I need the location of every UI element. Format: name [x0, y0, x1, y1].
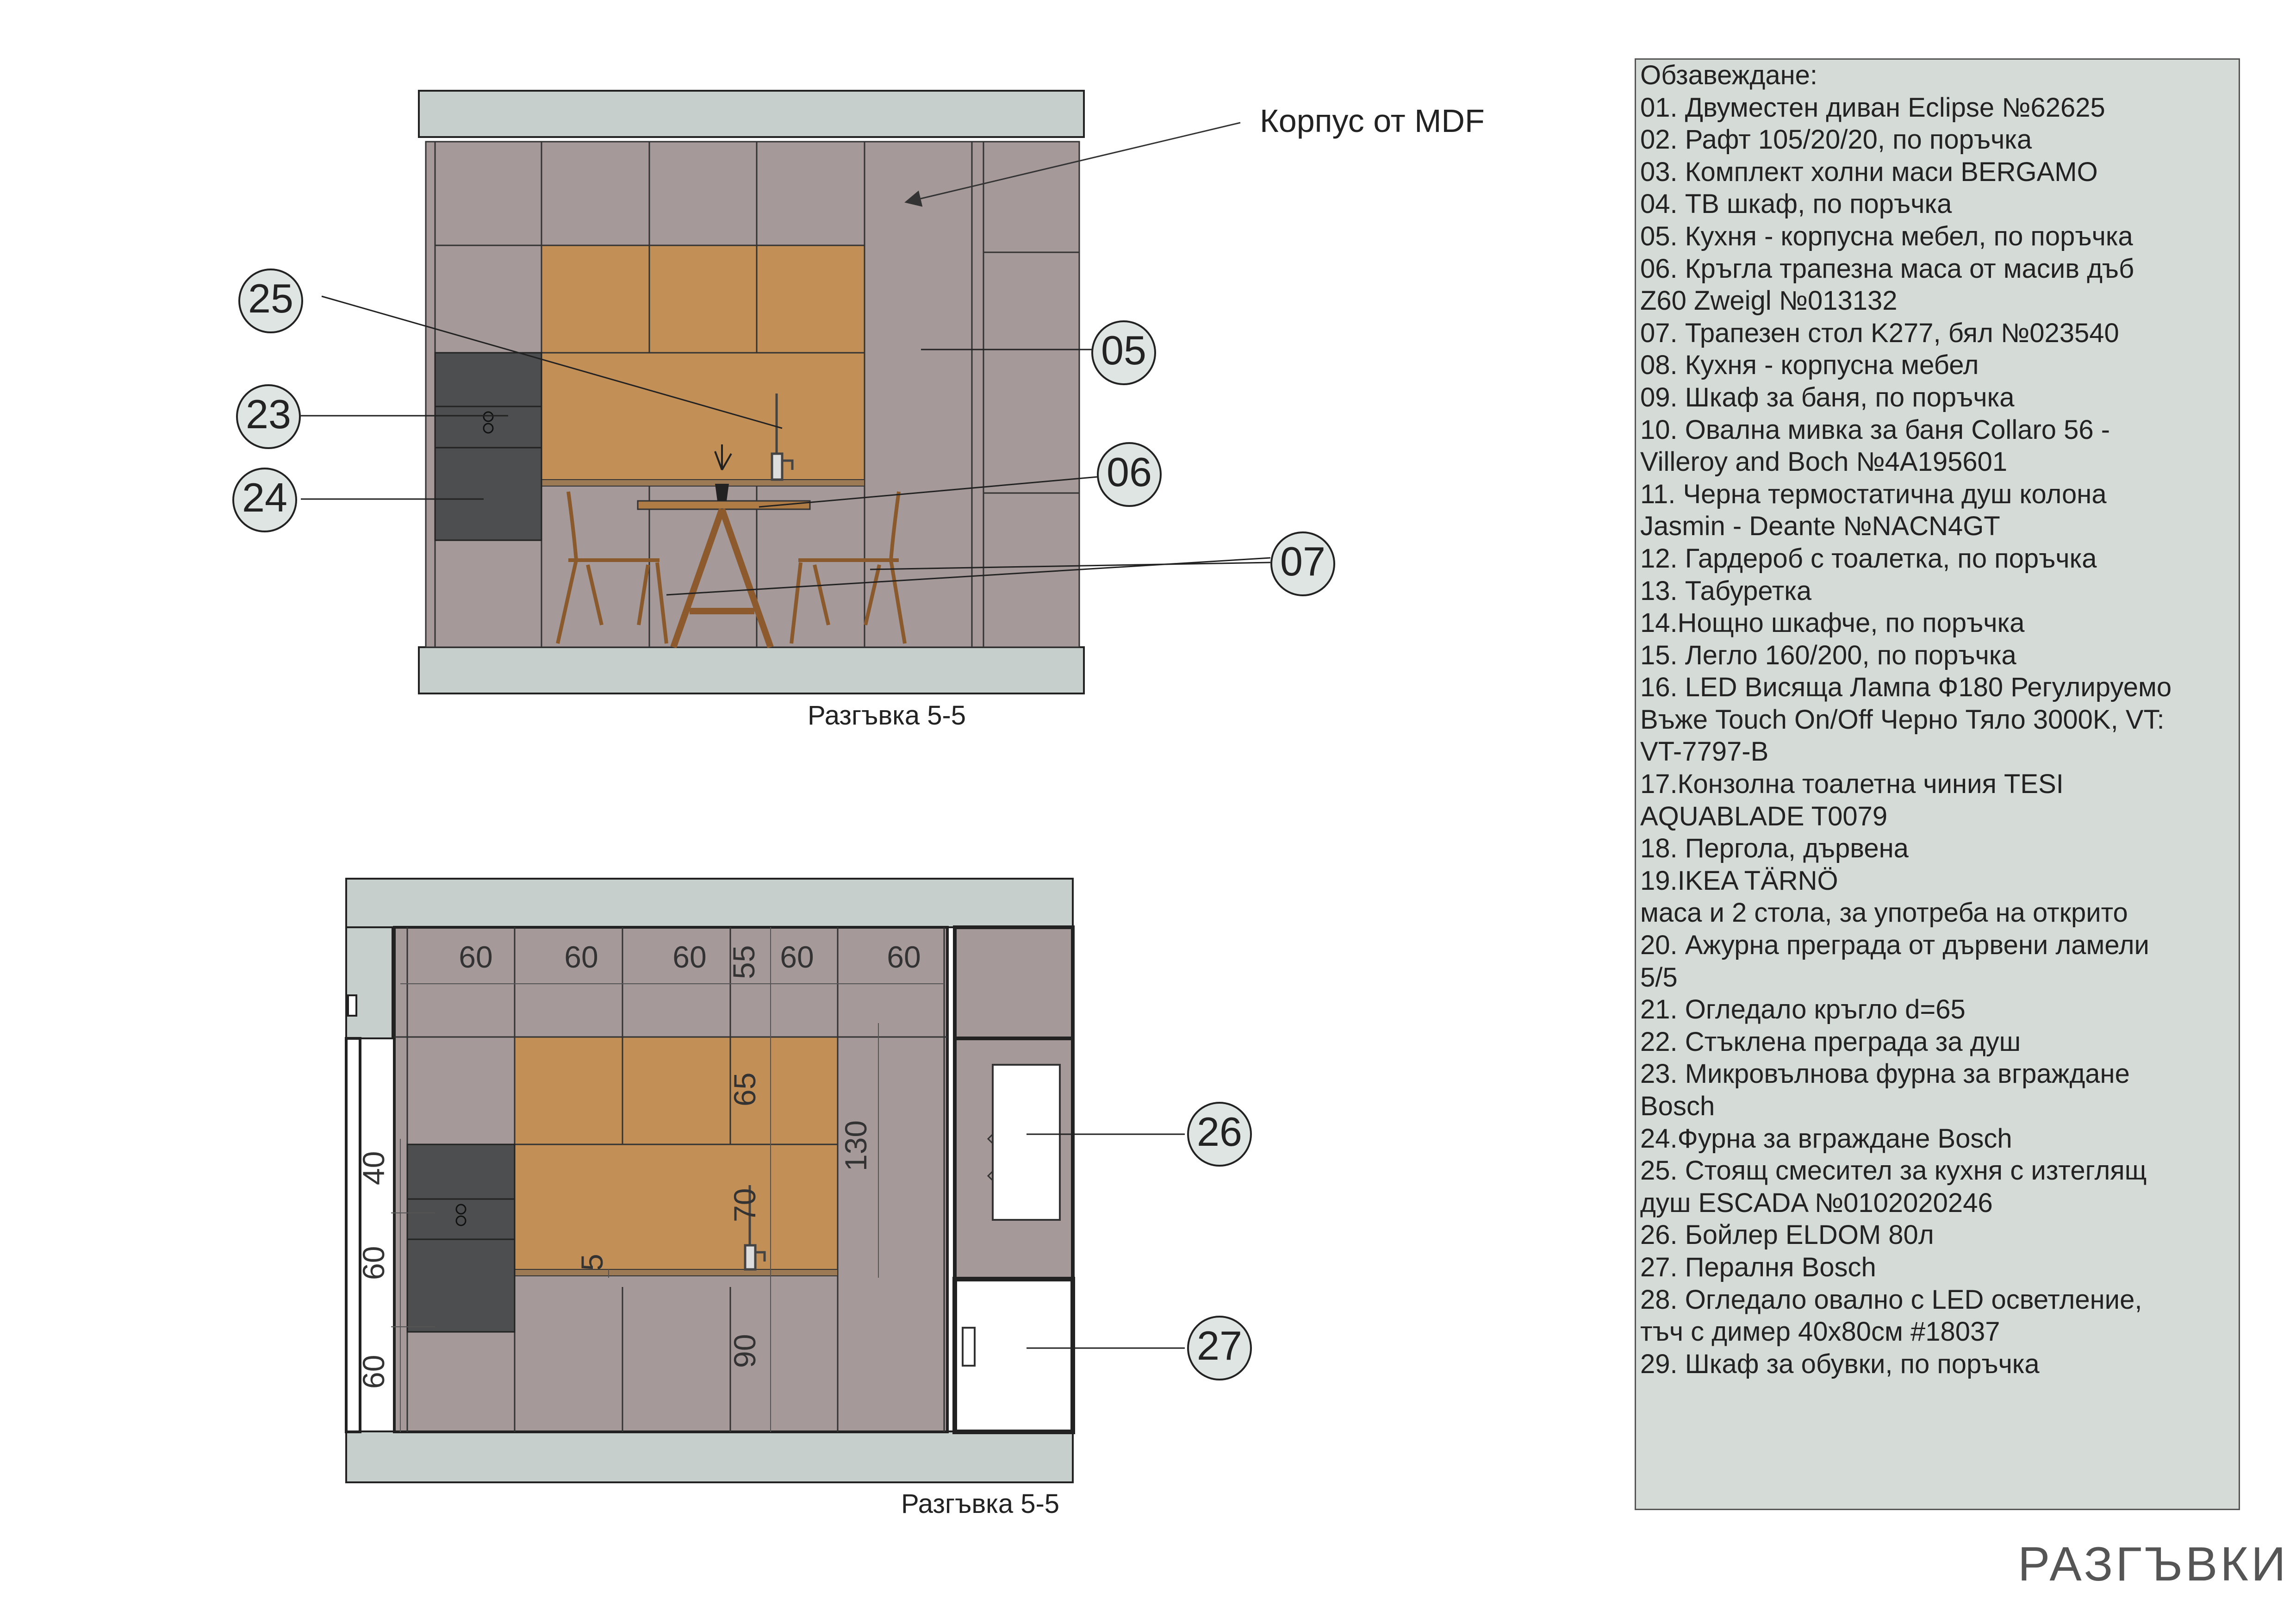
dim-h90: 90: [728, 1334, 762, 1368]
oven: [435, 448, 541, 540]
legend-heading: Обзавеждане:: [1640, 60, 1817, 90]
svg-text:27: 27: [1197, 1323, 1242, 1368]
svg-text:26: 26: [1197, 1109, 1242, 1155]
legend-line: душ ESCADA №0102020246: [1640, 1187, 1993, 1218]
legend-line: маса и 2 стола, за употреба на открито: [1640, 898, 2128, 928]
sheet-title: РАЗГЪВКИ: [2018, 1537, 2289, 1591]
caption-top: Разгъвка 5-5: [808, 700, 966, 731]
legend-line: 01. Двуместен диван Eclipse №62625: [1640, 92, 2105, 123]
svg-text:24: 24: [242, 475, 287, 520]
callout-07: [1271, 532, 1334, 595]
dim-h5: 5: [575, 1254, 609, 1271]
legend-line: 28. Огледало овално с LED осветление,: [1640, 1284, 2142, 1315]
legend-line: AQUABLADE T0079: [1640, 801, 1888, 831]
svg-text:06: 06: [1107, 449, 1152, 495]
legend-line: 22. Стъклена преграда за душ: [1640, 1026, 2021, 1057]
caption-bottom: Разгъвка 5-5: [901, 1489, 1060, 1519]
callout-27: [1188, 1317, 1251, 1380]
callout-24: [233, 468, 296, 531]
legend-line: 11. Черна термостатична душ колона: [1640, 479, 2107, 509]
dim-w1: 60: [459, 940, 493, 974]
legend-line: VT-7797-B: [1640, 737, 1769, 767]
left-wall-strip: [346, 927, 392, 1038]
legend-line: 19.IKEA TÄRNÖ: [1640, 865, 1838, 896]
dim-w4: 55: [727, 945, 761, 979]
ceiling-slab: [419, 91, 1084, 137]
dim-h65: 65: [728, 1072, 762, 1106]
legend-line: 09. Шкаф за баня, по поръчка: [1640, 382, 2015, 412]
legend-line: 06. Кръгла трапезна маса от масив дъб: [1640, 253, 2134, 284]
floor-slab: [419, 647, 1084, 693]
countertop-bottom: [515, 1269, 838, 1276]
wood-backsplash-bottom: [515, 1144, 838, 1270]
upper-right-cabinet: [955, 927, 1073, 1038]
dim-l40: 40: [356, 1151, 391, 1185]
callout-26: [1188, 1103, 1251, 1166]
legend-line: 16. LED Висяща Лампа Ф180 Регулируемо: [1640, 672, 2172, 703]
legend-line: 21. Огледало кръгло d=65: [1640, 994, 1966, 1025]
legend-line: тъч с димер 40x80см #18037: [1640, 1317, 2000, 1347]
callout-05: [1092, 321, 1155, 384]
callout-25: [239, 269, 302, 332]
legend-line: 02. Рафт 105/20/20, по поръчка: [1640, 125, 2032, 155]
legend: [1640, 59, 2237, 1380]
svg-text:23: 23: [246, 391, 291, 437]
legend-line: Villeroy and Boch №4A195601: [1640, 447, 2008, 477]
wood-upper-panels-bottom: [515, 1037, 838, 1144]
dim-w6: 60: [887, 940, 921, 974]
legend-line: 24.Фурна за вграждане Bosch: [1640, 1123, 2012, 1154]
boiler: [993, 1065, 1060, 1220]
legend-line: 13. Табуретка: [1640, 575, 1812, 606]
legend-line: 14.Нощно шкафче, по поръчка: [1640, 608, 2025, 638]
svg-text:05: 05: [1101, 327, 1146, 373]
legend-line: 03. Комплект холни маси BERGAMO: [1640, 156, 2098, 187]
elevation-top: [233, 91, 1485, 731]
legend-line: 5/5: [1640, 962, 1678, 993]
legend-line: Въже Touch On/Off Черно Тяло 3000K, VT:: [1640, 704, 2165, 735]
legend-line: 07. Трапезен стол K277, бял №023540: [1640, 318, 2119, 348]
svg-text:25: 25: [248, 275, 293, 321]
legend-line: 23. Микровълнова фурна за вграждане: [1640, 1059, 2130, 1089]
countertop: [541, 480, 865, 486]
legend-line: 29. Шкаф за обувки, по поръчка: [1640, 1349, 2040, 1379]
legend-line: 17.Конзолна тоалетна чиния TESI: [1640, 769, 2064, 800]
legend-line: Z60 Zweigl №013132: [1640, 286, 1898, 316]
legend-line: 27. Пералня Bosch: [1640, 1252, 1876, 1282]
legend-line: 08. Кухня - корпусна мебел: [1640, 350, 1979, 381]
legend-line: Bosch: [1640, 1091, 1715, 1121]
ceiling-slab-bottom: [346, 879, 1073, 927]
callout-23: [237, 385, 300, 448]
wood-backsplash: [541, 353, 865, 481]
legend-line: 25. Стоящ смесител за кухня с изтеглящ: [1640, 1156, 2147, 1186]
legend-line: 05. Кухня - корпусна мебел, по поръчка: [1640, 221, 2133, 251]
dim-w2: 60: [564, 940, 598, 974]
dim-h130: 130: [839, 1120, 873, 1171]
floor-slab-bottom: [346, 1431, 1073, 1482]
mdf-annotation: Корпус от MDF: [1260, 103, 1485, 139]
dim-h70: 70: [728, 1188, 762, 1222]
legend-line: 12. Гардероб с тоалетка, по поръчка: [1640, 543, 2097, 574]
legend-line: 15. Легло 160/200, по поръчка: [1640, 640, 2016, 670]
legend-line: 04. ТВ шкаф, по поръчка: [1640, 189, 1952, 219]
callout-06: [1098, 443, 1161, 506]
legend-line: 20. Ажурна преграда от дървени ламели: [1640, 930, 2149, 961]
oven-bottom: [407, 1239, 515, 1332]
wood-upper-panels: [541, 245, 865, 353]
dim-w3: 60: [672, 940, 707, 974]
dim-l60b: 60: [356, 1355, 391, 1389]
dim-w5: 60: [780, 940, 814, 974]
svg-text:07: 07: [1280, 538, 1325, 584]
dim-l60a: 60: [356, 1246, 391, 1280]
legend-line: 26. Бойлер ELDOM 80л: [1640, 1220, 1934, 1250]
elevation-bottom: [346, 879, 1251, 1519]
legend-line: Jasmin - Deante №NACN4GT: [1640, 511, 2000, 542]
legend-line: 10. Овална мивка за баня Collaro 56 -: [1640, 414, 2110, 445]
legend-line: 18. Пергола, дървена: [1640, 833, 1909, 864]
